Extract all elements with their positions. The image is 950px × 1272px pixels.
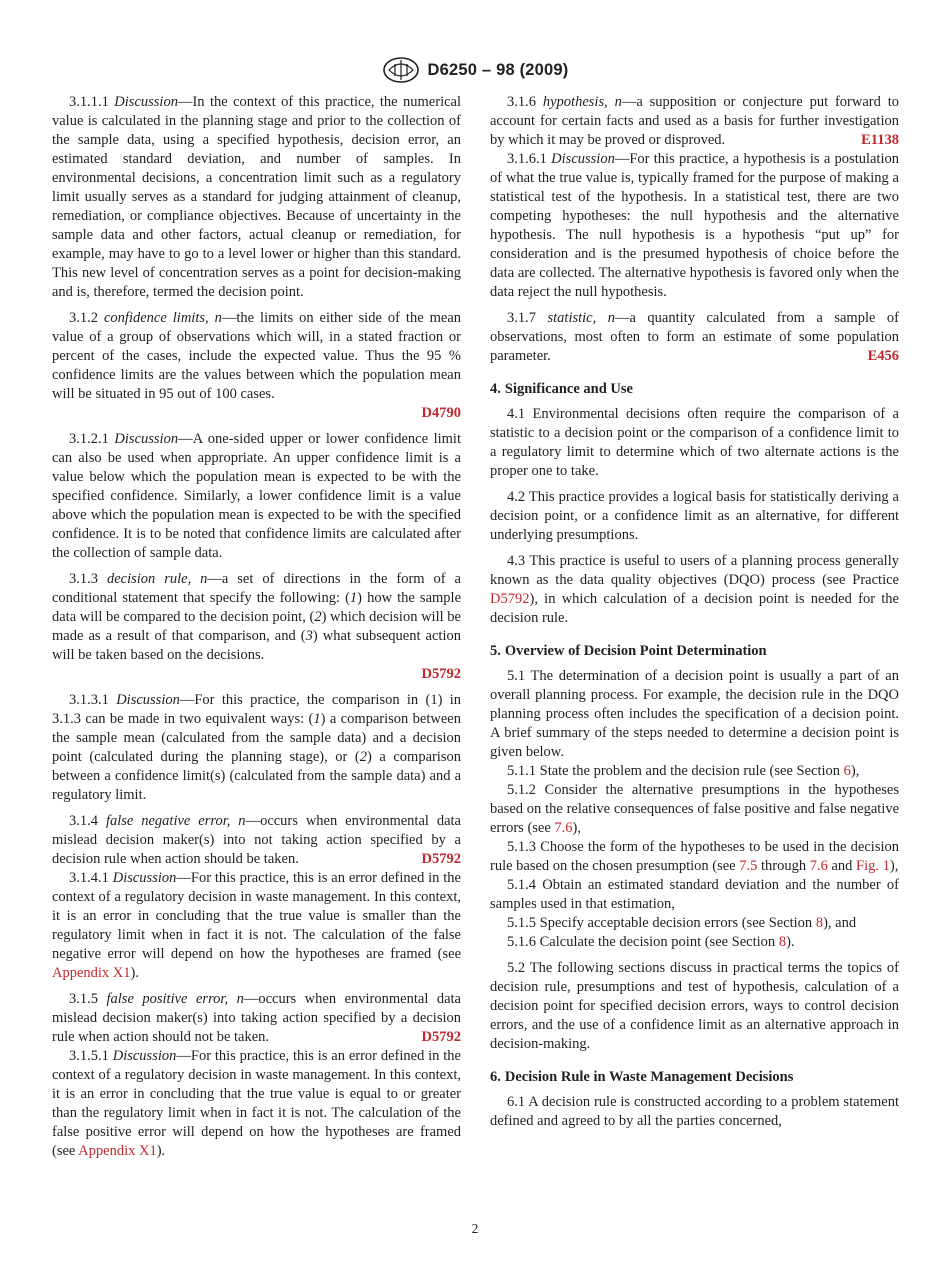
- section-6-link[interactable]: 6: [843, 763, 851, 779]
- document-designation: D6250 – 98 (2009): [427, 60, 569, 79]
- para-5-1-2: 5.1.2 Consider the alternative presumptions in the hypotheses based on the relative consequences of false positive and false negative errors (see 7.6),: [490, 782, 899, 836]
- ref-d5792: D5792: [421, 851, 461, 867]
- section-5-heading: 5. Overview of Decision Point Determination: [490, 643, 767, 659]
- astm-logo-icon: [382, 56, 420, 84]
- para-4-2: 4.2 This practice provides a logical basis for statistically deriving a decision point, or a confidence limit as an alternative, for different underlying presumptions.: [490, 489, 899, 543]
- para-3-1-3-1: 3.1.3.1 Discussion—For this practice, the comparison in (1) in 3.1.3 can be made in two equivalent ways: (1) a comparison between the sample mean (calculated from the sample data) and a decision point (calculated during the planning stage), or (2) a comparison between a confidence limit(s) (calculated from the sample data) and a regulatory limit.: [52, 692, 461, 803]
- ref-e1138: E1138: [861, 132, 899, 148]
- para-5-1-5: 5.1.5 Specify acceptable decision errors (see Section 8), and: [507, 915, 857, 931]
- left-column: [52, 93, 461, 1161]
- para-3-1-6-1: 3.1.6.1 Discussion—For this practice, a hypothesis is a postulation of what the true value is, typically framed for the purpose of making a statistical test of the hypothesis. In a statistical test, there are two competing hypotheses: the null hypothesis and the alternative hypothesis. The null hypothesis is a hypothesis “put up” for consideration and is the presumed hypothesis of choice before the data are collected. The alternative hypothesis is favored only when the data reject the null hypothesis.: [490, 151, 899, 300]
- section-8-link[interactable]: 8: [778, 934, 787, 950]
- ref-d5792: D5792: [421, 1029, 461, 1045]
- para-5-1-1: 5.1.1 State the problem and the decision rule (see Section 6),: [507, 763, 860, 779]
- para-3-1-2-1: 3.1.2.1 Discussion—A one-sided upper or lower confidence limit can also be used when appropriate. An upper confidence limit is a value below which the population mean is expected to be with the specified confidence. Similarly, a lower confidence limit is a value above which the population mean is expected to be with the specified confidence. It is to be noted that confidence limits are calculated after the collection of sample data.: [52, 431, 461, 561]
- para-5-1-3: 5.1.3 Choose the form of the hypotheses to be used in the decision rule based on the chosen presumption (see 7.5 through 7.6 and Fig. 1),: [490, 839, 899, 874]
- ref-d4790: D4790: [421, 405, 461, 421]
- para-4-3: 4.3 This practice is useful to users of a planning process generally known as the data quality objectives (DQO) process (see Practice D5792), in which calculation of a decision point is needed for the decision rule.: [490, 553, 899, 626]
- page-number: 2: [471, 1221, 479, 1236]
- section-6-heading: 6. Decision Rule in Waste Management Decisions: [490, 1069, 794, 1085]
- para-5-2: 5.2 The following sections discuss in practical terms the topics of decision rule, presumptions and test of hypothesis, calculation of a decision point for specified decision errors, ways to control decision errors, and the use of a confidence limit as an alternative approach in decision-making.: [490, 960, 899, 1052]
- ref-7-5-link[interactable]: 7.5: [739, 858, 758, 874]
- fig-1-link[interactable]: Fig. 1: [856, 858, 890, 874]
- para-6-1: 6.1 A decision rule is constructed according to a problem statement defined and agreed to by all the parties concerned,: [490, 1094, 899, 1129]
- para-3-1-3: 3.1.3 decision rule, n—a set of directions in the form of a conditional statement that specify the following: (1) how the sample data will be compared to the decision point, (2) which decision will be made as a result of that comparison, and (3) what subsequent action will be taken based on the decisions. D5792: [52, 571, 462, 682]
- para-3-1-6: 3.1.6 hypothesis, n—a supposition or conjecture put forward to account for certain facts and used as a basis for further investigation by which it may be proved or disproved. E1138: [490, 94, 900, 148]
- para-5-1-4: 5.1.4 Obtain an estimated standard deviation and the number of samples used in that estimation,: [490, 877, 899, 912]
- section-4-heading: 4. Significance and Use: [490, 381, 633, 397]
- d5792-link[interactable]: D5792: [490, 591, 530, 607]
- para-5-1-6: 5.1.6 Calculate the decision point (see Section 8).: [507, 934, 795, 950]
- para-4-1: 4.1 Environmental decisions often require the comparison of a statistic to a decision point or the comparison of a confidence limit to a regulatory limit to determine which of two alternate actions is the proper one to take.: [490, 406, 899, 479]
- ref-7-6-link[interactable]: 7.6: [809, 858, 828, 874]
- appendix-x1-link[interactable]: Appendix X1: [52, 965, 131, 981]
- appendix-x1-link[interactable]: Appendix X1: [78, 1143, 157, 1159]
- ref-e456: E456: [867, 348, 899, 364]
- ref-d5792: D5792: [421, 666, 461, 682]
- right-column: [490, 93, 899, 1131]
- para-3-1-4: 3.1.4 false negative error, n—occurs when environmental data mislead decision maker(s) into not taking action specified by a decision rule when action should be taken. D5792: [52, 813, 461, 867]
- para-3-1-1-1: 3.1.1.1 Discussion—In the context of this practice, the numerical value is calculated in the planning stage and prior to the collection of the sample data, using a specified hypothesis, decision error, an estimated standard deviation, and number of samples. In environmental decisions, a concentration limit such as a regulatory limit usually serves as a standard for judging attainment of cleanup, remediation, or compliance objectives. Because of uncertainty in the sample data and other factors, actual cleanup or remediation, for example, may have to go to a level lower or higher than this standard. This new level of concentration serves as a point for decision-making and is, therefore, termed the decision point.: [52, 94, 462, 300]
- section-8-link[interactable]: 8: [815, 915, 824, 931]
- para-3-1-5: 3.1.5 false positive error, n—occurs when environmental data mislead decision maker(s) into taking action specified by a decision rule when action should not be taken. D5792: [52, 991, 461, 1045]
- ref-7-6-link[interactable]: 7.6: [554, 820, 573, 836]
- para-3-1-4-1: 3.1.4.1 Discussion—For this practice, this is an error defined in the context of a regulatory decision in waste management. In this context, it is an error in concluding that the true value is smaller than the regulatory limit when in fact it is not. The calculation of the false negative error will depend on how the hypotheses are framed (see Appendix X1).: [52, 870, 461, 981]
- para-3-1-7: 3.1.7 statistic, n—a quantity calculated from a sample of observations, most often to form an estimate of some population parameter. E456: [490, 310, 899, 364]
- para-5-1: 5.1 The determination of a decision point is usually a part of an overall planning process. For example, the decision rule in the DQO planning process often includes the specification of a decision point. A brief summary of the steps needed to determine a decision point is given below.: [490, 668, 899, 760]
- page-header: [0, 56, 950, 84]
- para-3-1-5-1: 3.1.5.1 Discussion—For this practice, this is an error defined in the context of a regulatory decision in waste management. In this context, it is an error in concluding that the true value is equal to or greater than the regulatory limit when in fact it is not. The calculation of the false positive error will depend on how the hypotheses are framed (see Appendix X1).: [52, 1048, 461, 1159]
- para-3-1-2: 3.1.2 confidence limits, n—the limits on either side of the mean value of a group of observations which will, in a stated fraction or percent of the cases, include the expected value. Thus the 95 % confidence limits are the values between which the population mean will be situated in 95 out of 100 cases. D4790: [52, 310, 462, 421]
